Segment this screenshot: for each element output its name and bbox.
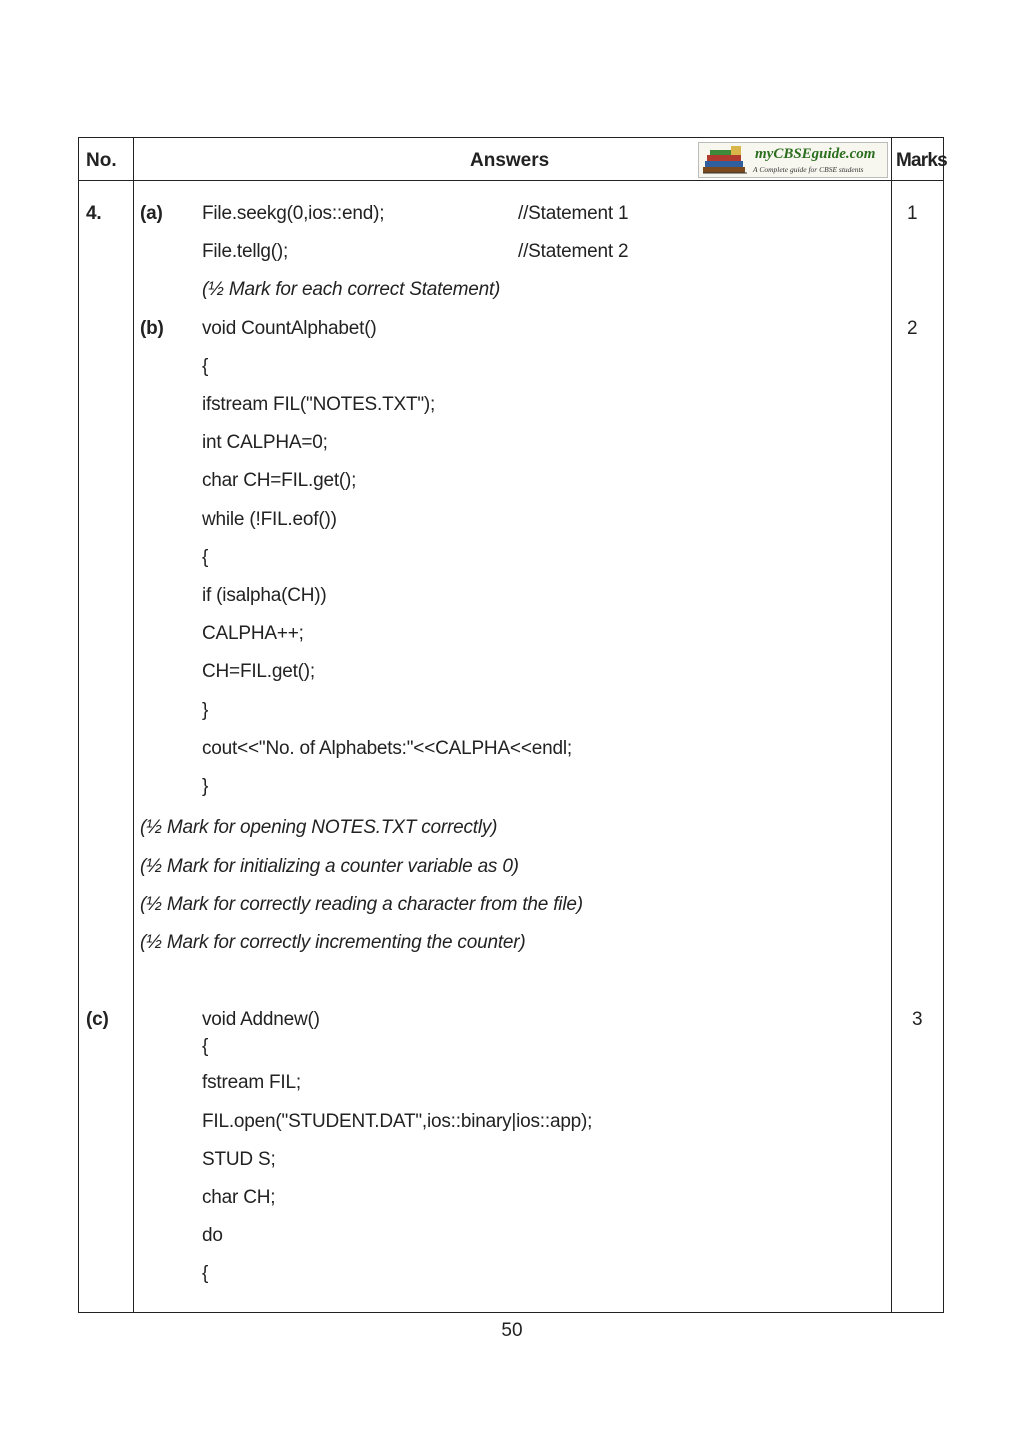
code-line: ifstream FIL("NOTES.TXT"); (202, 394, 436, 415)
code-line: do (202, 1225, 223, 1246)
part-a-comment-2: //Statement 2 (518, 241, 629, 262)
code-line: cout<<"No. of Alphabets:"<<CALPHA<<endl; (202, 738, 572, 759)
mycbseguide-logo (698, 142, 888, 178)
part-b-marking-note: (½ Mark for correctly incrementing the counter) (140, 932, 526, 953)
header-answers: Answers (470, 150, 550, 171)
part-a-line-2: File.tellg(); (202, 241, 289, 262)
part-b-marking-note: (½ Mark for initializing a counter variable as 0) (140, 856, 519, 877)
code-line: { (202, 1036, 209, 1057)
code-line: } (202, 700, 209, 721)
header-no: No. (86, 150, 117, 171)
question-number: 4. (86, 203, 102, 224)
part-c-label: (c) (86, 1009, 109, 1030)
code-line: int CALPHA=0; (202, 432, 328, 453)
code-line: } (202, 776, 209, 797)
books-icon (701, 145, 749, 176)
code-line: fstream FIL; (202, 1072, 301, 1093)
header-divider (78, 180, 944, 181)
code-line: FIL.open("STUDENT.DAT",ios::binary|ios::app); (202, 1111, 593, 1132)
part-b-label: (b) (140, 318, 164, 339)
code-line: { (202, 356, 209, 377)
code-line: { (202, 547, 209, 568)
column-divider-marks (891, 137, 892, 1313)
column-divider-no (133, 137, 134, 1313)
code-line: { (202, 1263, 209, 1284)
page-number: 50 (501, 1320, 523, 1341)
code-line: CALPHA++; (202, 623, 304, 644)
part-a-comment-1: //Statement 1 (518, 203, 629, 224)
code-line: char CH; (202, 1187, 276, 1208)
part-a-marks: 1 (907, 203, 918, 224)
code-line: CH=FIL.get(); (202, 661, 316, 682)
answer-table (78, 137, 944, 1313)
part-b-marking-note: (½ Mark for correctly reading a character from the file) (140, 894, 583, 915)
code-line: if (isalpha(CH)) (202, 585, 327, 606)
part-a-marking-note: (½ Mark for each correct Statement) (202, 279, 501, 300)
header-marks: Marks (896, 150, 947, 171)
part-a-label: (a) (140, 203, 163, 224)
code-line: void CountAlphabet() (202, 318, 377, 339)
code-line: void Addnew() (202, 1009, 320, 1030)
part-b-marks: 2 (907, 318, 918, 339)
part-c-marks: 3 (912, 1009, 923, 1030)
logo-tagline: A Complete guide for CBSE students (753, 165, 864, 174)
code-line: char CH=FIL.get(); (202, 470, 357, 491)
code-line: STUD S; (202, 1149, 276, 1170)
code-line: while (!FIL.eof()) (202, 509, 337, 530)
part-a-line-1: File.seekg(0,ios::end); (202, 203, 385, 224)
logo-brand: myCBSEguide.com (755, 146, 876, 162)
part-b-marking-note: (½ Mark for opening NOTES.TXT correctly) (140, 817, 498, 838)
